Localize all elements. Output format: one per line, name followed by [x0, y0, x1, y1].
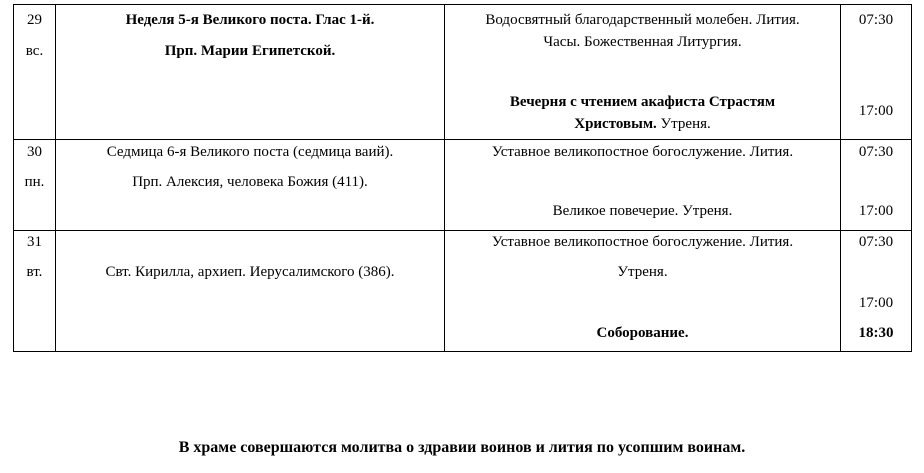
feast-saint: Свт. Кирилла, архиеп. Иерусалимского (386).: [105, 264, 395, 280]
time-cell: [841, 140, 912, 231]
feast-saint: Прп. Марии Египетской.: [164, 43, 336, 59]
weekday: вт.: [26, 264, 43, 280]
time-cell: [841, 231, 912, 352]
table-row: [14, 5, 912, 140]
service-item: Уставное великопостное богослужение. Лития.: [491, 144, 794, 160]
service-item: Уставное великопостное богослужение. Лития.: [491, 234, 794, 250]
service-item: Часы. Божественная Литургия.: [543, 34, 742, 50]
service-item: Вечерня с чтением акафиста Страстям: [509, 94, 776, 110]
table-row: [14, 140, 912, 231]
feast-cell: [56, 231, 445, 352]
service-cell: [445, 231, 841, 352]
service-time: 18:30: [858, 325, 894, 341]
feast-cell: [56, 140, 445, 231]
service-item: Великое повечерие. Утреня.: [552, 203, 733, 219]
footer-note: В храме совершаются молитва о здравии воинов и лития по усопшим воинам.: [178, 439, 746, 456]
service-item-wrapped: [445, 115, 840, 133]
time-cell: [841, 5, 912, 140]
service-time: 07:30: [858, 234, 894, 250]
service-item: Утреня.: [656, 116, 711, 132]
weekday: вс.: [25, 43, 44, 59]
service-item: Утреня.: [617, 264, 668, 280]
feast-title: Седмица 6-я Великого поста (седмица ваий).: [106, 144, 394, 160]
service-item: Соборование.: [596, 325, 689, 341]
weekday: пн.: [24, 174, 45, 190]
service-time: 17:00: [858, 295, 894, 311]
service-time: 17:00: [858, 103, 894, 119]
service-item: Водосвятный благодарственный молебен. Лития.: [485, 12, 800, 28]
service-cell: [445, 5, 841, 140]
service-time: 07:30: [858, 144, 894, 160]
service-time: 17:00: [858, 203, 894, 219]
date-cell: [14, 140, 56, 231]
date-cell: [14, 231, 56, 352]
feast-saint: Прп. Алексия, человека Божия (411).: [132, 174, 368, 190]
date-cell: [14, 5, 56, 140]
feast-title: Неделя 5-я Великого поста. Глас 1-й.: [125, 12, 375, 28]
service-time: 07:30: [858, 12, 894, 28]
day-number: 29: [27, 12, 42, 28]
day-number: 30: [27, 144, 42, 160]
table-row: [14, 231, 912, 352]
feast-cell: [56, 5, 445, 140]
service-cell: [445, 140, 841, 231]
day-number: 31: [27, 234, 42, 250]
schedule-table: [13, 4, 912, 352]
service-item: Христовым.: [574, 116, 657, 132]
